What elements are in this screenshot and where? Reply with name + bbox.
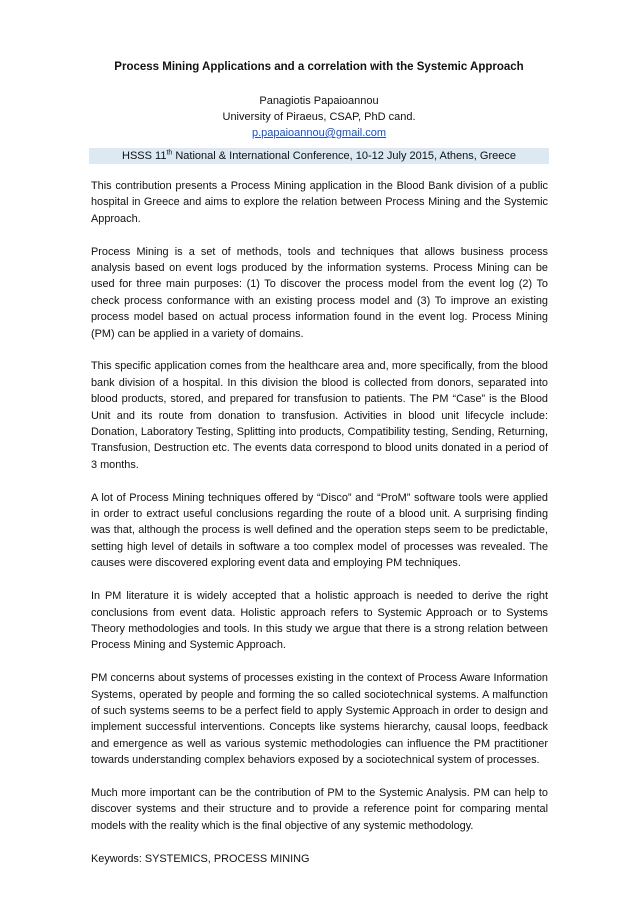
- author-name: Panagiotis Papaioannou: [259, 95, 379, 107]
- conference-ordinal: th: [166, 149, 173, 157]
- paper-title: Process Mining Applications and a correlation with the Systemic Approach: [114, 61, 524, 73]
- author-affiliation: University of Piraeus, CSAP, PhD cand.: [222, 111, 416, 123]
- author-block: [0, 93, 638, 141]
- paragraph-6: PM concerns about systems of processes existing in the context of Process Aware Information Systems, operated by people and forming the so called sociotechnical systems. A malfunction of such systems seems to be a perfect field to apply Systemic Approach in order to design and implement successful interventions. Concepts like systems hierarchy, causal loops, feedback and emergence as well as various systemic methodologies can influence the PM practitioner towards understanding complex behaviors exposed by a sociotechnical system of processes.: [91, 672, 548, 767]
- abstract-body: [91, 178, 548, 883]
- paragraph-1: This contribution presents a Process Mining application in the Blood Bank division of a public hospital in Greece and aims to explore the relation between Process Mining and the Systemic Approach.: [91, 180, 548, 225]
- paragraph-7: Much more important can be the contribution of PM to the Systemic Analysis. PM can help to discover systems and their structure and to provide a reference point for comparing mental models with the reality which is the final objective of any systemic methodology.: [91, 786, 548, 832]
- paragraph-2: Process Mining is a set of methods, tools and techniques that allows business process analysis based on event logs produced by the information systems. Process Mining can be used for three main purposes: (1) To discover the process model from the event log (2) To check process conformance with an existing process model and (3) To improve an existing process model based on actual process information found in the event log. Process Mining (PM) can be applied in a variety of domains.: [91, 245, 548, 340]
- paragraph-4: A lot of Process Mining techniques offered by “Disco” and “ProM” software tools were applied in order to extract useful conclusions regarding the route of a blood unit. A surprising finding was that, although the process is well defined and the operation steps seem to be predictable, setting high level of details in software a too complex model of processes was revealed. The causes were discovered exploring event data and employing PM techniques.: [91, 491, 548, 570]
- paragraph-5: In PM literature it is widely accepted that a holistic approach is needed to derive the right conclusions from event data. Holistic approach refers to Systemic Approach or to Systems Theory methodologies and tools. In this study we argue that there is a strong relation between Process Mining and Systemic Approach.: [91, 590, 548, 652]
- conference-prefix: HSSS 11: [122, 150, 167, 162]
- author-email-link[interactable]: p.papaioannou@gmail.com: [251, 127, 387, 139]
- conference-suffix: National & International Conference, 10-12 July 2015, Athens, Greece: [172, 150, 516, 162]
- conference-banner: [89, 148, 549, 164]
- paragraph-3: This specific application comes from the healthcare area and, more specifically, from the blood bank division of a hospital. In this division the blood is collected from donors, separated into blood products, stored, and prepared for transfusion to patients. The PM “Case” is the Blood Unit and its route from donation to transfusion. Activities in blood unit lifecycle include: Donation, Laboratory Testing, Splitting into products, Compatibility testing, Sending, Returning, Transfusion, Destruction etc. The events data correspond to blood units donated in a period of 3 months.: [91, 360, 548, 471]
- keywords: Keywords: SYSTEMICS, PROCESS MINING: [91, 852, 310, 865]
